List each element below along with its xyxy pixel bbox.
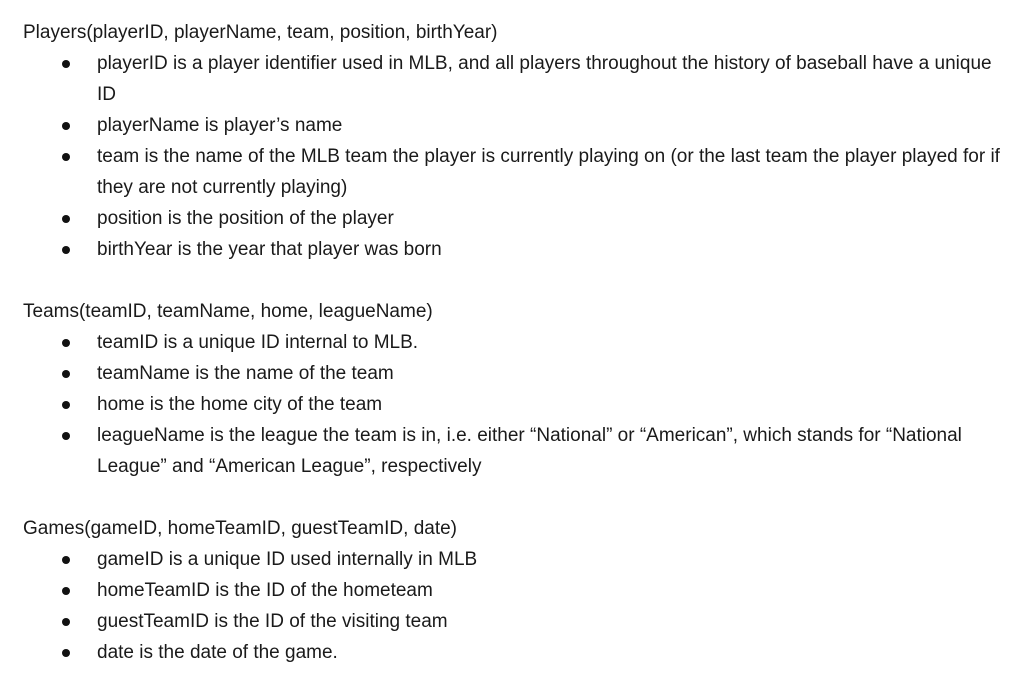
list-item-text: position is the position of the player <box>97 208 394 229</box>
list-item <box>23 544 1003 575</box>
bullet-icon <box>62 246 70 254</box>
list-item <box>23 575 1003 606</box>
games-section <box>23 513 1003 668</box>
document-body <box>23 17 1003 668</box>
list-item-text: playerName is player’s name <box>97 115 343 136</box>
list-item <box>23 141 1003 203</box>
list-item <box>23 420 1003 482</box>
list-item-text: teamID is a unique ID internal to MLB. <box>97 332 419 353</box>
list-item-text: leagueName is the league the team is in, i.e. either “National” or “American”, which stands for “National League” and “American League”, respectively <box>97 425 962 477</box>
bullet-icon <box>62 370 70 378</box>
games-attribute-list <box>23 544 1003 668</box>
list-item <box>23 234 1003 265</box>
list-item <box>23 358 1003 389</box>
players-section <box>23 17 1003 265</box>
list-item-text: teamName is the name of the team <box>97 363 394 384</box>
list-item <box>23 606 1003 637</box>
bullet-icon <box>62 60 70 68</box>
bullet-icon <box>62 649 70 657</box>
teams-section <box>23 296 1003 482</box>
list-item-text: date is the date of the game. <box>97 642 338 663</box>
list-item-text: home is the home city of the team <box>97 394 383 415</box>
bullet-icon <box>62 215 70 223</box>
bullet-icon <box>62 587 70 595</box>
list-item <box>23 203 1003 234</box>
list-item-text: playerID is a player identifier used in MLB, and all players throughout the history of baseball have a unique ID <box>97 53 992 105</box>
list-item <box>23 389 1003 420</box>
bullet-icon <box>62 122 70 130</box>
list-item-text: birthYear is the year that player was born <box>97 239 442 260</box>
list-item <box>23 110 1003 141</box>
players-schema-heading: Players(playerID, playerName, team, position, birthYear) <box>23 22 498 43</box>
bullet-icon <box>62 153 70 161</box>
list-item-text: homeTeamID is the ID of the hometeam <box>97 580 433 601</box>
teams-schema-heading: Teams(teamID, teamName, home, leagueName) <box>23 301 433 322</box>
teams-attribute-list <box>23 327 1003 482</box>
list-item <box>23 637 1003 668</box>
bullet-icon <box>62 618 70 626</box>
bullet-icon <box>62 401 70 409</box>
list-item-text: team is the name of the MLB team the player is currently playing on (or the last team the player played for if they are not currently playing) <box>97 146 1000 198</box>
bullet-icon <box>62 339 70 347</box>
list-item-text: gameID is a unique ID used internally in MLB <box>97 549 478 570</box>
list-item <box>23 327 1003 358</box>
bullet-icon <box>62 432 70 440</box>
list-item <box>23 48 1003 110</box>
bullet-icon <box>62 556 70 564</box>
list-item-text: guestTeamID is the ID of the visiting team <box>97 611 448 632</box>
games-schema-heading: Games(gameID, homeTeamID, guestTeamID, date) <box>23 518 458 539</box>
players-attribute-list <box>23 48 1003 265</box>
